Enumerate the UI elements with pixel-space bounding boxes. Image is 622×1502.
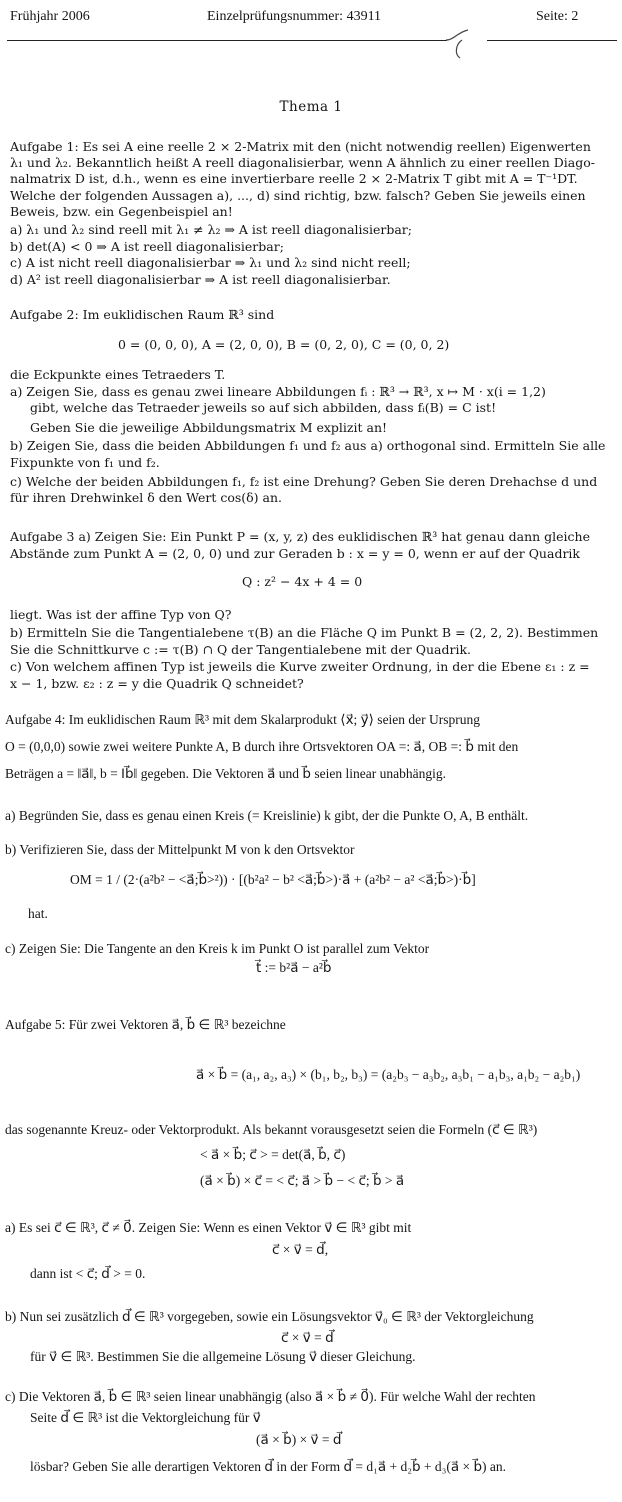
text-line: d) A² ist reell diagonalisierbar ⇒ A ist reell diagonalisierbar. bbox=[10, 272, 391, 287]
text-line: liegt. Was ist der affine Typ von Q? bbox=[10, 607, 232, 622]
text-line: gibt, welche das Tetraeder jeweils so auf sich abbilden, dass fᵢ(B) = C ist! bbox=[30, 400, 497, 415]
text-line: a) λ₁ und λ₂ sind reell mit λ₁ ≠ λ₂ ⇒ A ist reell diagonalisierbar; bbox=[10, 222, 412, 237]
text-line: Geben Sie die jeweilige Abbildungsmatrix M explizit an! bbox=[30, 420, 388, 435]
text-line: Beweis, bzw. ein Gegenbeispiel an! bbox=[10, 204, 233, 219]
header-curve bbox=[444, 24, 490, 60]
text-line: Aufgabe 2: Im euklidischen Raum ℝ³ sind bbox=[10, 307, 275, 322]
text-line: c) Welche der beiden Abbildungen f₁, f₂ ist eine Drehung? Geben Sie deren Drehachse d und bbox=[10, 474, 598, 489]
text-line: a) Es sei c⃗ ∈ ℝ³, c⃗ ≠ 0⃗. Zeigen Sie: Wenn es einen Vektor v⃗ ∈ ℝ³ gibt mit bbox=[5, 1220, 412, 1235]
text-line: c⃗ × v⃗ = d⃗ bbox=[281, 1330, 334, 1345]
text-line: für v⃗ ∈ ℝ³. Bestimmen Sie die allgemeine Lösung v⃗ dieser Gleichung. bbox=[30, 1349, 416, 1364]
text-line: Q : z² − 4x + 4 = 0 bbox=[242, 574, 363, 589]
text-line: b) Zeigen Sie, dass die beiden Abbildungen f₁ und f₂ aus a) orthogonal sind. Ermitteln Sie alle bbox=[10, 438, 606, 453]
text-line: x − 1, bzw. ε₂ : z = y die Quadrik Q schneidet? bbox=[10, 676, 304, 691]
text-line: t⃗ := b²a⃗ − a²b⃗ bbox=[256, 960, 332, 975]
text-line: Fixpunkte von f₁ und f₂. bbox=[10, 455, 160, 470]
text-line: (a⃗ × b⃗) × v⃗ = d⃗ bbox=[256, 1432, 342, 1447]
text-line: b) det(A) < 0 ⇒ A ist reell diagonalisierbar; bbox=[10, 239, 284, 254]
text-line: c) A ist nicht reell diagonalisierbar ⇒ λ₁ und λ₂ sind nicht reell; bbox=[10, 255, 411, 270]
text-line: a) Zeigen Sie, dass es genau zwei lineare Abbildungen fᵢ : ℝ³ → ℝ³, x ↦ M · x(i = 1,2) bbox=[10, 384, 546, 399]
text-line: a⃗ × b⃗ = (a₁, a₂, a₃) × (b₁, b₂, b₃) = (a₂b₃ − a₃b₂, a₃b₁ − a₁b₃, a₁b₂ − a₂b₁) bbox=[196, 1067, 581, 1082]
text-line: Welche der folgenden Aussagen a), ..., d) sind richtig, bzw. falsch? Geben Sie jeweils einen bbox=[10, 188, 586, 203]
text-line: die Eckpunkte eines Tetraeders T. bbox=[10, 367, 226, 382]
page-title: Thema 1 bbox=[279, 99, 343, 115]
header-center: Einzelprüfungsnummer: 43911 bbox=[207, 9, 382, 24]
text-line: c) Zeigen Sie: Die Tangente an den Kreis k im Punkt O ist parallel zum Vektor bbox=[5, 941, 430, 956]
text-line: < a⃗ × b⃗; c⃗ > = det(a⃗, b⃗, c⃗) bbox=[200, 1147, 346, 1162]
text-line: c) Die Vektoren a⃗, b⃗ ∈ ℝ³ seien linear unabhängig (also a⃗ × b⃗ ≠ 0⃗). Für welche Wahl der rechten bbox=[5, 1389, 536, 1404]
text-line: Aufgabe 3 a) Zeigen Sie: Ein Punkt P = (x, y, z) des euklidischen ℝ³ hat genau dann gleiche bbox=[10, 529, 590, 544]
text-line: Aufgabe 1: Es sei A eine reelle 2 × 2-Matrix mit den (nicht notwendig reellen) Eigenwerten bbox=[10, 139, 591, 154]
text-line: Abstände zum Punkt A = (2, 0, 0) und zur Geraden b : x = y = 0, wenn er auf der Quadrik bbox=[10, 546, 580, 561]
header-right: Seite: 2 bbox=[536, 9, 579, 24]
text-line: Aufgabe 4: Im euklidischen Raum ℝ³ mit dem Skalarprodukt ⟨x⃗; y⃗⟩ seien der Ursprung bbox=[5, 712, 481, 727]
text-line: OM = 1 / (2·(a²b² − <a⃗;b⃗>²)) · [(b²a² − b² <a⃗;b⃗>)·a⃗ + (a²b² − a² <a⃗;b⃗>)·b⃗] bbox=[70, 872, 476, 887]
text-line: das sogenannte Kreuz- oder Vektorprodukt. Als bekannt vorausgesetzt seien die Formeln (c⃗ ∈ ℝ³) bbox=[5, 1122, 538, 1137]
text-line: a) Begründen Sie, dass es genau einen Kreis (= Kreislinie) k gibt, der die Punkte O, A, B enthält. bbox=[5, 808, 529, 823]
text-line: hat. bbox=[28, 906, 48, 921]
text-line: 0 = (0, 0, 0), A = (2, 0, 0), B = (0, 2, 0), C = (0, 0, 2) bbox=[118, 337, 450, 352]
text-line: für ihren Drehwinkel δ den Wert cos(δ) an. bbox=[10, 490, 282, 505]
header-rule-left bbox=[7, 40, 447, 41]
text-line: Sie die Schnittkurve c := τ(B) ∩ Q der Tangentialebene mit der Quadrik. bbox=[10, 642, 471, 657]
text-line: nalmatrix D ist, d.h., wenn es eine invertierbare reelle 2 × 2-Matrix T gibt mit A = T⁻¹DT. bbox=[10, 171, 578, 186]
text-line: c⃗ × v⃗ = d⃗, bbox=[272, 1242, 329, 1257]
text-line: λ₁ und λ₂. Bekanntlich heißt A reell diagonalisierbar, wenn A ähnlich zu einer reellen Diago- bbox=[10, 155, 595, 170]
text-line: b) Nun sei zusätzlich d⃗ ∈ ℝ³ vorgegeben, sowie ein Lösungsvektor v⃗₀ ∈ ℝ³ der Vektorgleichung bbox=[5, 1309, 534, 1324]
header-left: Frühjahr 2006 bbox=[10, 9, 90, 24]
text-line: O = (0,0,0) sowie zwei weitere Punkte A, B durch ihre Ortsvektoren OA =: a⃗, OB =: b⃗ mit den bbox=[5, 739, 519, 754]
text-line: (a⃗ × b⃗) × c⃗ = < c⃗; a⃗ > b⃗ − < c⃗; b⃗ > a⃗ bbox=[200, 1173, 405, 1188]
text-line: Beträgen a = ‖a⃗‖, b = ‖b⃗‖ gegeben. Die Vektoren a⃗ und b⃗ seien linear unabhängig. bbox=[5, 766, 446, 781]
text-line: Seite d⃗ ∈ ℝ³ ist die Vektorgleichung für v⃗ bbox=[30, 1410, 261, 1425]
text-line: dann ist < c⃗; d⃗ > = 0. bbox=[30, 1266, 146, 1281]
text-line: Aufgabe 5: Für zwei Vektoren a⃗, b⃗ ∈ ℝ³ bezeichne bbox=[5, 1017, 286, 1032]
text-line: c) Von welchem affinen Typ ist jeweils die Kurve zweiter Ordnung, in der die Ebene ε₁ : z = bbox=[10, 659, 590, 674]
header-rule-right bbox=[487, 40, 617, 41]
text-line: b) Verifizieren Sie, dass der Mittelpunkt M von k den Ortsvektor bbox=[5, 842, 355, 857]
text-line: b) Ermitteln Sie die Tangentialebene τ(B) an die Fläche Q im Punkt B = (2, 2, 2). Bestimmen bbox=[10, 625, 599, 640]
text-line: lösbar? Geben Sie alle derartigen Vektoren d⃗ in der Form d⃗ = d₁a⃗ + d₂b⃗ + d₃(a⃗ × b⃗) an. bbox=[30, 1459, 507, 1474]
